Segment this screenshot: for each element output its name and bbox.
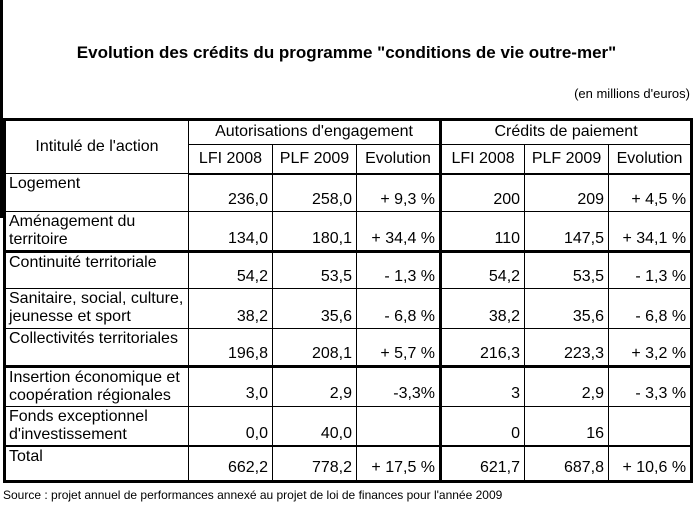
table-row-insertion [5,367,692,407]
value-cell: 0,0 [189,406,273,446]
value-cell: - 3,3 % [609,367,692,407]
value-cell: 209 [525,174,609,212]
column-header-action: Intitulé de l'action [5,120,189,174]
value-cell: 35,6 [273,289,357,329]
value-cell: 53,5 [273,252,357,289]
table-row-amenagement [5,212,692,252]
row-label: Aménagement du territoire [5,212,189,252]
row-label: Collectivités territoriales [5,329,189,367]
value-cell: 3,0 [189,367,273,407]
value-cell: 35,6 [525,289,609,329]
column-header-cp-evolution: Evolution [609,145,692,174]
value-cell: + 17,5 % [357,446,441,481]
value-cell: 134,0 [189,212,273,252]
units-note: (en millions d'euros) [574,86,690,101]
value-cell: + 5,7 % [357,329,441,367]
table-row-sanitaire [5,289,692,329]
value-cell: + 9,3 % [357,174,441,212]
value-cell: 2,9 [273,367,357,407]
row-label: Fonds exceptionnel d'investissement [5,406,189,446]
column-header-cp-lfi-2008: LFI 2008 [441,145,525,174]
value-cell: - 1,3 % [357,252,441,289]
group-header-row [5,120,692,145]
value-cell: 54,2 [189,252,273,289]
value-cell: + 34,1 % [609,212,692,252]
value-cell: 16 [525,406,609,446]
column-group-credits-paiement: Crédits de paiement [441,120,692,145]
column-header-cp-plf-2009: PLF 2009 [525,145,609,174]
column-header-ae-evolution: Evolution [357,145,441,174]
value-cell: 110 [441,212,525,252]
value-cell: 208,1 [273,329,357,367]
table-row-continuite [5,252,692,289]
credits-table [3,118,693,483]
value-cell: 40,0 [273,406,357,446]
value-cell: 38,2 [189,289,273,329]
table-row-logement [5,174,692,212]
value-cell: 54,2 [441,252,525,289]
value-cell: 216,3 [441,329,525,367]
value-cell: 180,1 [273,212,357,252]
value-cell: 38,2 [441,289,525,329]
value-cell: + 34,4 % [357,212,441,252]
value-cell: 778,2 [273,446,357,481]
value-cell: 236,0 [189,174,273,212]
value-cell: 53,5 [525,252,609,289]
value-cell: + 10,6 % [609,446,692,481]
value-cell: 621,7 [441,446,525,481]
column-header-ae-lfi-2008: LFI 2008 [189,145,273,174]
table-row-total [5,446,692,481]
value-cell: 196,8 [189,329,273,367]
row-label: Insertion économique et coopération régionales [5,367,189,407]
column-header-ae-plf-2009: PLF 2009 [273,145,357,174]
table-row-fonds [5,406,692,446]
row-label: Logement [5,174,189,212]
page-title: Evolution des crédits du programme "conditions de vie outre-mer" [76,43,617,62]
value-cell: 258,0 [273,174,357,212]
value-cell: 223,3 [525,329,609,367]
value-cell [357,406,441,446]
value-cell: + 4,5 % [609,174,692,212]
value-cell [609,406,692,446]
row-label: Continuité territoriale [5,252,189,289]
value-cell: 200 [441,174,525,212]
row-label: Total [5,446,189,481]
source-note: Source : projet annuel de performances annexé au projet de loi de finances pour l'année 2009 [3,488,503,502]
row-label: Sanitaire, social, culture, jeunesse et sport [5,289,189,329]
value-cell: - 6,8 % [357,289,441,329]
value-cell: 147,5 [525,212,609,252]
value-cell: - 6,8 % [609,289,692,329]
value-cell: + 3,2 % [609,329,692,367]
value-cell: - 1,3 % [609,252,692,289]
value-cell: 687,8 [525,446,609,481]
table-row-collectivites [5,329,692,367]
value-cell: 3 [441,367,525,407]
value-cell: 2,9 [525,367,609,407]
value-cell: 662,2 [189,446,273,481]
column-group-autorisations-engagement: Autorisations d'engagement [189,120,441,145]
value-cell: 0 [441,406,525,446]
value-cell: -3,3% [357,367,441,407]
